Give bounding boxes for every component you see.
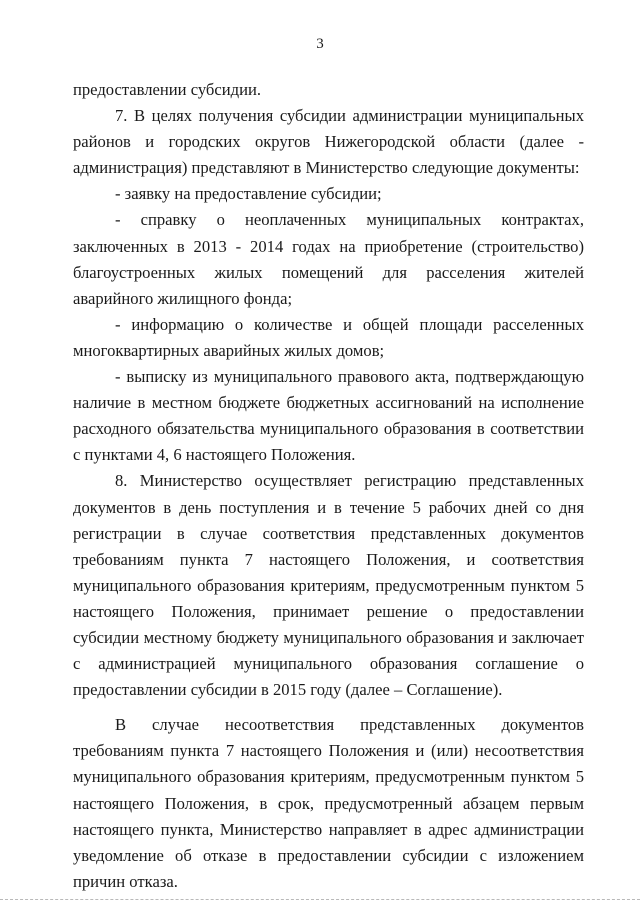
- paragraph-4: - справку о неоплаченных муниципальных контрактах, заключенных в 2013 - 2014 годах на приобретение (строительство) благоустроенных жилых помещений для расселения жителей аварийного жилищного фонда;: [73, 210, 584, 308]
- page-number: 3: [316, 36, 324, 52]
- paragraph-8: В случае несоответствия представленных документов требованиям пункта 7 настоящего Положения и (или) несоответствия муниципального образования критериям, предусмотренным пунктом 5 настоящего Положения, в срок, предусмотренный абзацем первым настоящего пункта, Министерство направляет в адрес администрации уведомление об отказе в предоставлении субсидии с изложением причин отказа.: [73, 715, 584, 891]
- paragraph-3: - заявку на предоставление субсидии;: [115, 184, 382, 204]
- paragraph-6: - выписку из муниципального правового акта, подтверждающую наличие в местном бюджете бюджетных ассигнований на исполнение расходного обязательства муниципального образования в соответствии с пунктами 4, 6 настоящего Положения.: [73, 367, 584, 465]
- paragraph-2: 7. В целях получения субсидии администрации муниципальных районов и городских округов Нижегородской области (далее - администрация) представляют в Министерство следующие документы:: [73, 106, 584, 178]
- paragraph-1: предоставлении субсидии.: [73, 80, 261, 99]
- paragraph-7: 8. Министерство осуществляет регистрацию представленных документов в день поступления и в течение 5 рабочих дней со дня регистрации в случае соответствия представленных документов требованиям пункта 7 настоящего Положения, и соответствия муниципального образования критериям, предусмотренным пунктом 5 настоящего Положения, принимает решение о предоставлении субсидии местному бюджету муниципального образования и заключает с администрацией муниципального образования соглашение о предоставлении субсидии в 2015 году (далее – Соглашение).: [73, 471, 584, 700]
- document-body: [73, 77, 584, 895]
- page-bottom-rule: [0, 899, 640, 900]
- paragraph-5: - информацию о количестве и общей площади расселенных многоквартирных аварийных жилых домов;: [73, 314, 584, 360]
